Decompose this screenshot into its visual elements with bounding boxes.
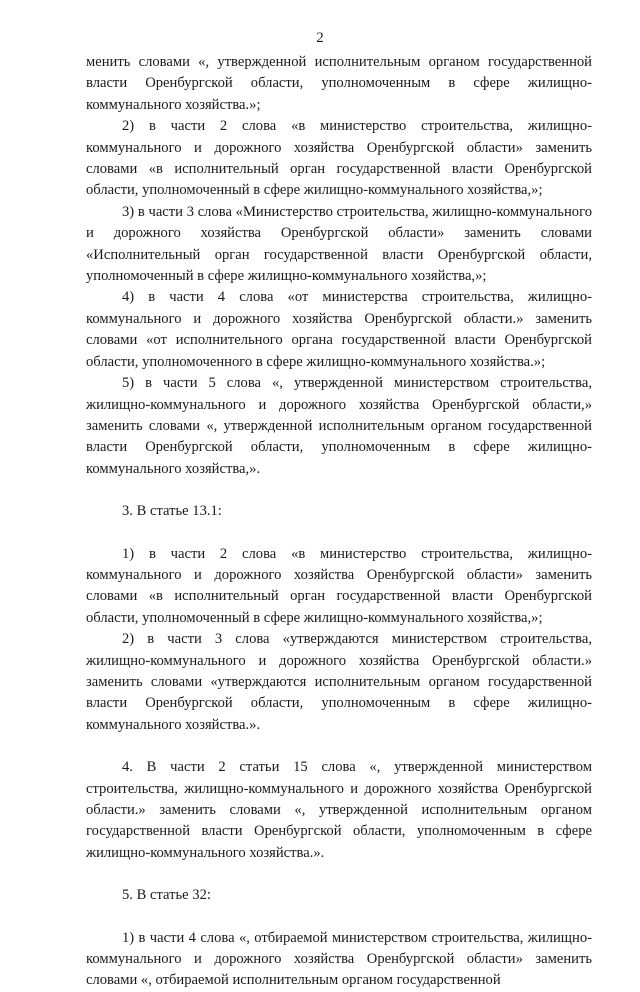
paragraph-item-2: 2) в части 2 слова «в министерство строительства, жилищно-коммунального и дорожного хозяйства Оренбургской области» заменить словами «в исполнительный орган государственной власти Оренбургской области, уполномоченный в сфере жилищно-коммунального хозяйства,»; (86, 118, 592, 199)
page-number: 2 (316, 30, 324, 46)
paragraph-13-1-item-2: 2) в части 3 слова «утверждаются министерством строительства, жилищно-коммунального и дорожного хозяйства Оренбургской области.» заменить словами «утверждаются исполнительным органом государственной власти Оренбургской области, уполномоченным в сфере жилищно-коммунального хозяйства.». (86, 631, 592, 733)
spacer (86, 523, 592, 544)
paragraph-item-5: 5) в части 5 слова «, утвержденной министерством строительства, жилищно-коммунального и дорожного хозяйства Оренбургской области,» заменить словами «, утвержденной исполнительным органом государственной власти Оренбургской области, уполномоченным в сфере жилищно-коммунального хозяйства,». (86, 375, 592, 477)
paragraph-item-4: 4) в части 4 слова «от министерства строительства, жилищно-коммунального и дорожного хозяйства Оренбургской области.» заменить словами «от исполнительного органа государственной власти Оренбургской области, уполномоченного в сфере жилищно-коммунального хозяйства.»; (86, 289, 592, 370)
spacer (86, 480, 592, 501)
spacer (86, 907, 592, 928)
spacer (86, 736, 592, 757)
section-article-15: 4. В части 2 статьи 15 слова «, утвержденной министерством строительства, жилищно-коммунального и дорожного хозяйства Оренбургской области.» заменить словами «, утвержденной исполнительным органом государственной власти Оренбургской области, уполномоченным в сфере жилищно-коммунального хозяйства.». (86, 759, 592, 861)
paragraph-32-item-1: 1) в части 4 слова «, отбираемой министерством строительства, жилищно-коммунального и дорожного хозяйства Оренбургской области» заменить словами «, отбираемой исполнительным органом государственной (86, 929, 592, 989)
paragraph-13-1-item-1: 1) в части 2 слова «в министерство строительства, жилищно-коммунального и дорожного хозяйства Оренбургской области» заменить словами «в исполнительный орган государственной власти Оренбургской области, уполномоченный в сфере жилищно-коммунального хозяйства,»; (86, 545, 592, 626)
section-heading-article-13-1: 3. В статье 13.1: (122, 503, 222, 520)
paragraph-continuation: менить словами «, утвержденной исполнительным органом государственной власти Оренбургской области, уполномоченным в сфере жилищно-коммунального хозяйства.»; (86, 54, 592, 113)
document-body (86, 52, 592, 992)
spacer (86, 864, 592, 885)
section-heading-article-32: 5. В статье 32: (122, 887, 211, 904)
paragraph-item-3: 3) в части 3 слова «Министерство строительства, жилищно-коммунального и дорожного хозяйства Оренбургской области» заменить словами «Исполнительный орган государственной власти Оренбургской области, уполномоченный в сфере жилищно-коммунального хозяйства,»; (86, 203, 592, 285)
